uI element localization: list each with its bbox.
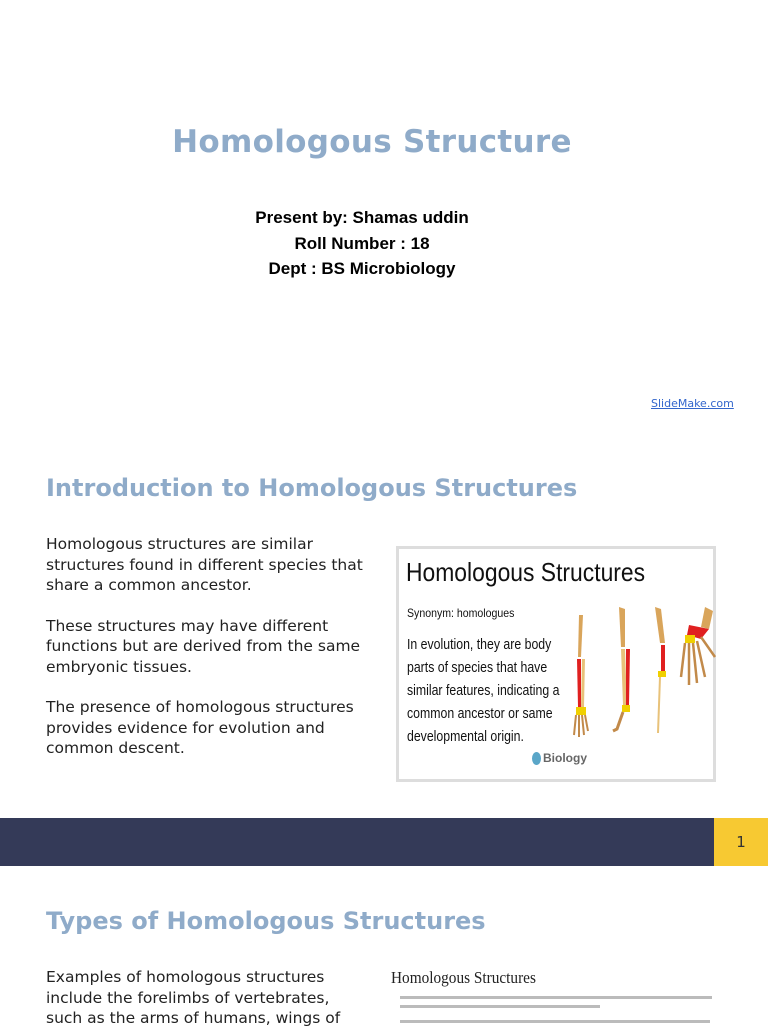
figure-text-line xyxy=(400,996,712,999)
intro-paragraph: These structures may have different functions but are derived from the same embryonic tissues. xyxy=(46,616,361,676)
department: Dept : BS Microbiology xyxy=(268,259,456,278)
figure-title: Homologous Structures xyxy=(406,557,646,587)
limb-1 xyxy=(574,615,588,737)
figure-desc-line: In evolution, they are body xyxy=(407,636,552,653)
types-figure xyxy=(388,962,720,1024)
types-line: include the forelimbs of vertebrates, xyxy=(46,988,330,1007)
limb-4 xyxy=(681,607,715,685)
figure-synonym: Synonym: homologues xyxy=(407,606,515,620)
intro-text xyxy=(46,534,376,779)
footer-bar xyxy=(0,818,714,866)
figure-desc-line: developmental origin. xyxy=(407,728,524,745)
intro-heading: Introduction to Homologous Structures xyxy=(46,474,578,502)
figure-text-line xyxy=(400,1005,600,1008)
figure-desc-line: parts of species that have xyxy=(407,659,548,676)
forelimb-bones-illustration xyxy=(569,607,719,747)
types-text xyxy=(46,967,386,1029)
types-line: such as the arms of humans, wings of xyxy=(46,1009,341,1027)
page-number: 1 xyxy=(714,818,768,866)
homologous-structures-figure xyxy=(396,546,716,782)
logo-drop-icon xyxy=(532,752,541,765)
presenter-name: Present by: Shamas uddin xyxy=(255,208,469,227)
limb-3 xyxy=(655,607,666,733)
roll-number: Roll Number : 18 xyxy=(294,233,430,253)
limb-2 xyxy=(613,607,630,731)
biology-logo: Biology xyxy=(532,751,587,765)
title-slide xyxy=(0,0,768,432)
types-figure-title: Homologous Structures xyxy=(391,968,536,987)
types-heading: Types of Homologous Structures xyxy=(46,907,486,935)
figure-desc-line: common ancestor or same xyxy=(407,705,553,722)
intro-paragraph: The presence of homologous structures provides evidence for evolution and common descent. xyxy=(46,698,354,757)
types-line: Examples of homologous structures xyxy=(46,968,325,986)
intro-paragraph: Homologous structures are similar structures found in different species that share a common ancestor. xyxy=(46,535,363,594)
figure-desc-line: similar features, indicating a xyxy=(407,682,560,699)
slidemake-link[interactable]: SlideMake.com xyxy=(651,397,734,410)
slide-title: Homologous Structure xyxy=(172,124,572,160)
presenter-info xyxy=(0,205,724,282)
figure-text-line xyxy=(400,1020,710,1023)
figure-description xyxy=(407,633,559,748)
